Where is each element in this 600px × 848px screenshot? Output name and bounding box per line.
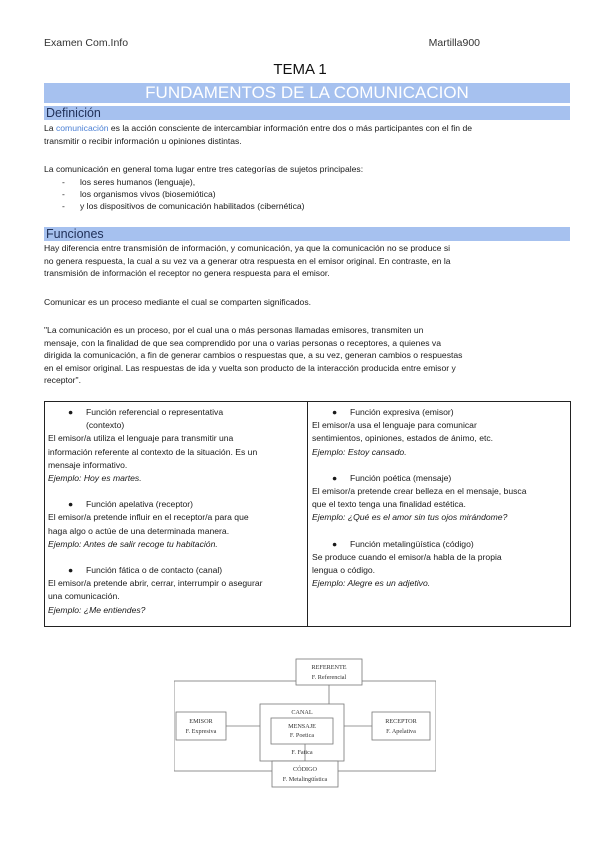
- codigo-label: CÓDIGO: [292, 766, 318, 773]
- definicion-p2: La comunicación en general toma lugar entre tres categorías de sujetos principales:: [44, 164, 364, 174]
- table-divider: [307, 402, 308, 626]
- function-heading: ● Función apelativa (receptor): [68, 499, 193, 510]
- funciones-p2: Comunicar es un proceso mediante el cual se comparten significados.: [44, 297, 312, 307]
- emisor-label: EMISOR: [189, 718, 213, 725]
- referente-box: [296, 659, 362, 685]
- funciones-heading: Funciones: [44, 227, 570, 241]
- function-heading: ● Función expresiva (emisor): [332, 407, 454, 417]
- example-text: Ejemplo: ¿Me entiendes?: [48, 604, 146, 615]
- list-item: - y los dispositivos de comunicación habilitados (cibernética): [62, 201, 305, 211]
- emisor-function: F. Expresiva: [185, 728, 217, 735]
- codigo-box: [272, 761, 338, 787]
- function-heading: ● Función referencial o representativa (contexto): [68, 407, 224, 431]
- communication-diagram: [174, 657, 436, 791]
- function-heading: ● Función poética (mensaje): [332, 472, 452, 483]
- list-item: - los organismos vivos (biosemiótica): [62, 189, 216, 199]
- funciones-quote: "La comunicación es un proceso, por el cual una o más personas llamadas emisores, transmiten un mensaje, con la finalidad de que sea comprendido por una o varias personas o receptores, a quienes va dirigida la comunicación, a fin de generar cambios o respuestas que, a su vez, generan cambios o respuestas en el emisor original. Las respuestas de ida y vuelta son producto de la interacción producida entre emisor y receptor".: [44, 325, 463, 386]
- functions-table: [44, 401, 571, 627]
- emisor-box: [176, 712, 226, 740]
- tema-title: TEMA 1: [273, 61, 327, 78]
- header-left: Examen Com.Info: [44, 37, 129, 49]
- canal-label: CANAL: [291, 709, 313, 716]
- example-text: Ejemplo: Estoy cansado.: [312, 446, 407, 457]
- receptor-label: RECEPTOR: [385, 718, 417, 725]
- receptor-function: F. Apelativa: [386, 728, 416, 735]
- referente-function: F. Referencial: [311, 674, 347, 681]
- p1-prefix: La: [44, 123, 56, 133]
- receptor-box: [372, 712, 430, 740]
- example-text: Ejemplo: ¿Qué es el amor sin tus ojos mirándome?: [312, 512, 508, 523]
- codigo-function: F. Metalingüística: [282, 776, 328, 783]
- mensaje-box: [271, 718, 333, 744]
- example-text: Ejemplo: Alegre es un adjetivo.: [312, 578, 431, 589]
- referente-label: REFERENTE: [311, 664, 347, 671]
- definicion-heading: Definición: [44, 106, 570, 120]
- comunicacion-link[interactable]: comunicación: [55, 123, 109, 133]
- table-right-column: ● Función expresiva (emisor) El emisor/a usa el lenguaje para comunicar sentimientos, opiniones, estados de ánimo, etc. Ejemplo: Estoy cansado. ● Función poética (mensaje) El emisor/a pretende crear belleza en el mensaje, busca que el texto tenga una finalidad estética. Ejemplo: ¿Qué es el amor sin tus ojos mirándome? ● Función metalingüística (código) Se produce cuando el emisor/a habla de la propia lengua o código. Ejemplo: Alegre es un adjetivo.: [312, 406, 568, 590]
- header-right: Martilla900: [428, 37, 480, 49]
- main-banner: FUNDAMENTOS DE LA COMUNICACION: [44, 83, 570, 103]
- p1-line1-rest: es la acción consciente de intercambiar información entre dos o más participantes con el fin de: [108, 123, 473, 133]
- table-left-column: ● Función referencial o representativa (contexto) El emisor/a utiliza el lenguaje para transmitir una información referente al contexto de la situación. Es un mensaje informativo. Ejemplo: Hoy es martes. ● Función apelativa (receptor) El emisor/a pretende influir en el receptor/a para que haga algo o actúe de una determinada manera. Ejemplo: Antes de salir recoge tu habitación. ● Función fática o de contacto (canal) El emisor/a pretende abrir, cerrar, interrumpir o asegurar una comunicación. Ejemplo: ¿Me entiendes?: [48, 406, 304, 617]
- list-item: - los seres humanos (lenguaje),: [62, 177, 196, 187]
- example-text: Ejemplo: Hoy es martes.: [48, 473, 142, 484]
- example-text: Ejemplo: Antes de salir recoge tu habitación.: [48, 538, 218, 549]
- p1-line2: transmitir o recibir información u opiniones distintas.: [44, 135, 242, 146]
- function-heading: ● Función fática o de contacto (canal): [68, 565, 223, 576]
- fatica-label: F. Fatica: [291, 749, 313, 756]
- mensaje-function: F. Poetica: [289, 732, 315, 739]
- mensaje-label: MENSAJE: [288, 723, 316, 730]
- funciones-p1: Hay diferencia entre transmisión de información, y comunicación, ya que la comunicación no se produce si no genera respuesta, la cual a su vez va a generar otra respuesta en el emisor original. En contraste, en la transmisión de información el receptor no genera respuesta para el emisor.: [44, 243, 451, 279]
- definicion-paragraph: [44, 122, 564, 147]
- function-heading: ● Función metalingüística (código): [332, 538, 474, 549]
